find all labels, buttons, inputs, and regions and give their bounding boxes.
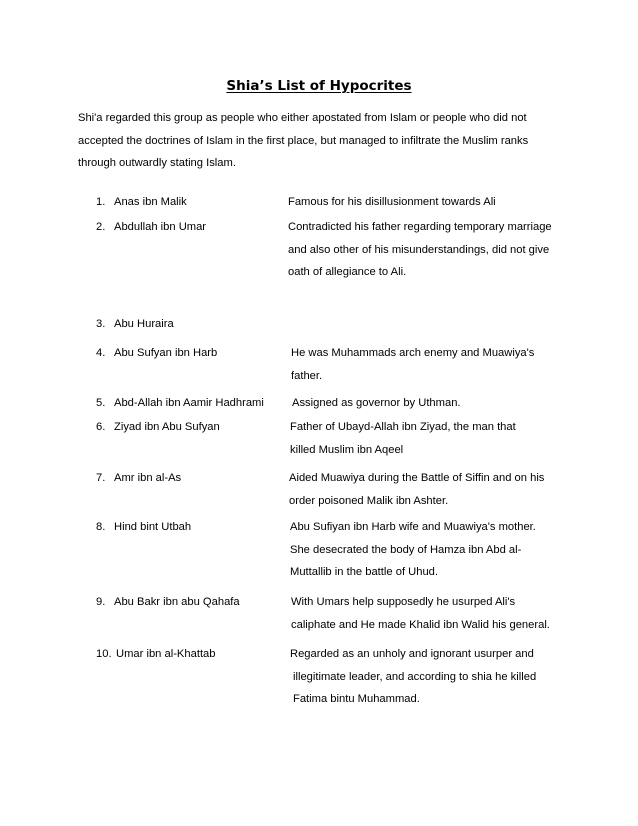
item-number: 8.	[96, 521, 106, 533]
item-name: Abu Huraira	[114, 318, 174, 330]
item-name: Abd-Allah ibn Aamir Hadhrami	[114, 397, 264, 409]
item-name: Hind bint Utbah	[114, 521, 192, 533]
description-line: father.	[291, 369, 323, 382]
item-description	[289, 467, 544, 512]
item-description	[288, 216, 552, 284]
description-line: Contradicted his father regarding temporary marriage	[288, 221, 552, 233]
item-number: 4.	[96, 347, 106, 359]
description-line: caliphate and He made Khalid ibn Walid his general.	[291, 618, 550, 631]
item-description	[292, 392, 461, 415]
description-line: Abu Sufiyan ibn Harb wife and Muawiya's mother.	[290, 521, 536, 533]
item-number: 6.	[96, 421, 106, 433]
intro-line: accepted the doctrines of Islam in the first place, but managed to infiltrate the Muslim ranks	[78, 134, 529, 147]
item-name: Amr ibn al-As	[114, 472, 182, 484]
description-line: With Umars help supposedly he usurped Ali's	[291, 596, 516, 608]
item-description	[290, 516, 536, 584]
item-number: 3.	[96, 318, 106, 330]
item-description	[291, 342, 534, 387]
item-number: 2.	[96, 221, 106, 233]
item-name: Abu Sufyan ibn Harb	[114, 347, 218, 359]
description-line: Assigned as governor by Uthman.	[292, 397, 461, 409]
intro-line: Shi'a regarded this group as people who either apostated from Islam or people who did not	[78, 112, 527, 124]
item-name: Umar ibn al-Khattab	[116, 648, 216, 660]
item-description	[288, 191, 496, 214]
description-line: He was Muhammads arch enemy and Muawiya's	[291, 347, 535, 359]
intro-line: through outwardly stating Islam.	[78, 157, 236, 169]
item-number: 10.	[96, 648, 112, 660]
description-line: Father of Ubayd-Allah ibn Ziyad, the man that	[290, 421, 516, 433]
item-name: Anas ibn Malik	[114, 196, 187, 208]
item-name: Abu Bakr ibn abu Qahafa	[114, 596, 240, 608]
description-line: oath of allegiance to Ali.	[288, 266, 407, 278]
page-title: Shia’s List of Hypocrites	[226, 78, 412, 94]
item-name: Ziyad ibn Abu Sufyan	[114, 421, 220, 433]
item-number: 5.	[96, 397, 106, 409]
item-number: 9.	[96, 596, 106, 608]
description-line: killed Muslim ibn Aqeel	[290, 443, 404, 456]
item-number: 1.	[96, 196, 106, 208]
item-description	[290, 416, 516, 461]
description-line: She desecrated the body of Hamza ibn Abd al-	[290, 543, 522, 556]
item-description	[291, 591, 550, 636]
description-line: order poisoned Malik ibn Ashter.	[289, 494, 449, 507]
description-line: Fatima bintu Muhammad.	[293, 693, 420, 705]
item-description	[290, 643, 536, 711]
description-line: and also other of his misunderstandings, did not give	[288, 243, 550, 256]
description-line: Famous for his disillusionment towards Ali	[288, 196, 496, 208]
description-line: Muttallib in the battle of Uhud.	[290, 566, 439, 578]
item-name: Abdullah ibn Umar	[114, 221, 207, 233]
item-number: 7.	[96, 472, 106, 484]
description-line: illegitimate leader, and according to shia he killed	[293, 670, 537, 683]
description-line: Aided Muawiya during the Battle of Siffin and on his	[289, 472, 545, 484]
description-line: Regarded as an unholy and ignorant usurper and	[290, 648, 534, 660]
